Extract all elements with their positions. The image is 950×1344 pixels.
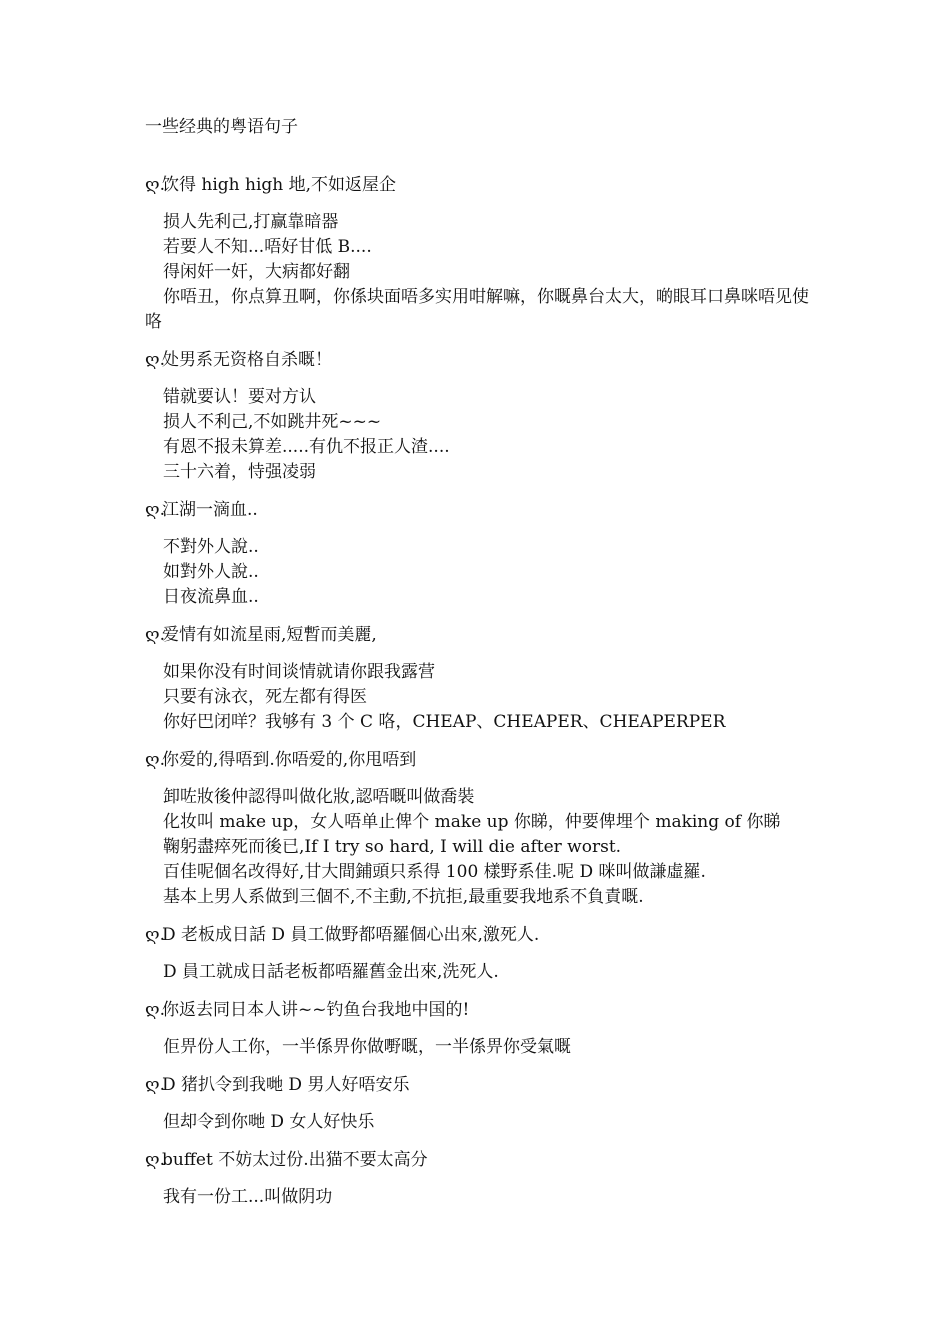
quote-line: 如對外人說.. <box>163 562 259 582</box>
quote-section <box>145 749 825 910</box>
quote-line: 你好巴闭咩？我够有 3 个 C 咯，CHEAP、CHEAPER、CHEAPERPER <box>163 712 726 732</box>
section-gap <box>145 610 825 624</box>
section-heading-text: 爱情有如流星雨,短暫而美麗, <box>162 625 377 645</box>
quote-line: 如果你没有时间谈情就请你跟我露营 <box>163 662 435 682</box>
section-heading <box>145 924 825 946</box>
section-heading-text: 饮得 high high 地,不如返屋企 <box>162 175 397 195</box>
quote-section <box>145 1149 825 1210</box>
section-gap <box>145 910 825 924</box>
document-title: 一些经典的粤语句子 <box>145 117 298 137</box>
section-heading <box>145 349 825 371</box>
heart-bullet-icon: ღ. <box>145 1000 165 1020</box>
heart-bullet-icon: ღ. <box>145 350 165 370</box>
heart-bullet-icon: ღ. <box>145 625 165 645</box>
section-gap <box>145 1135 825 1149</box>
quote-line: 基本上男人系做到三個不,不主動,不抗拒,最重要我地系不負責嘅. <box>163 887 644 907</box>
section-list <box>145 174 825 1210</box>
heart-bullet-icon: ღ. <box>145 500 165 520</box>
section-heading-text: D 猪扒令到我哋 D 男人好唔安乐 <box>162 1075 410 1095</box>
heart-bullet-icon: ღ. <box>145 750 165 770</box>
quote-line: 只要有泳衣，死左都有得医 <box>163 687 367 707</box>
quote-line: 损人不利己,不如跳井死~~~ <box>163 412 382 432</box>
quote-line: 鞠躬盡瘁死而後已,If I try so hard, I will die after worst. <box>163 837 622 857</box>
quote-line: D 員工就成日話老板都唔羅舊金出來,洗死人. <box>163 962 499 982</box>
quote-line: 有恩不报未算差.....有仇不报正人渣.... <box>163 437 450 457</box>
quote-line: 三十六着，恃强凌弱 <box>163 462 316 482</box>
section-heading-text: 你爱的,得唔到.你唔爱的,你甩唔到 <box>162 750 417 770</box>
section-heading <box>145 174 825 196</box>
section-heading <box>145 999 825 1021</box>
quote-section <box>145 174 825 335</box>
quote-line: 错就要认！要对方认 <box>163 387 316 407</box>
section-heading <box>145 499 825 521</box>
quote-line: 损人先利己,打赢靠暗器 <box>163 212 339 232</box>
section-heading <box>145 1074 825 1096</box>
heart-bullet-icon: ღ. <box>145 925 165 945</box>
quote-line: 你唔丑，你点算丑啊，你係块面唔多实用咁解嘛，你嘅鼻台太大，啲眼耳口鼻咪唔见使咯 <box>145 287 809 332</box>
quote-line: 佢畀份人工你，一半係畀你做嘢嘅，一半係畀你受氣嘅 <box>163 1037 571 1057</box>
quote-section <box>145 624 825 735</box>
section-heading-text: D 老板成日話 D 員工做野都唔羅個心出來,激死人. <box>162 925 540 945</box>
heart-bullet-icon: ღ. <box>145 1150 165 1170</box>
section-heading-text: buffet 不妨太过份.出猫不要太高分 <box>162 1150 428 1170</box>
quote-line: 不對外人說.. <box>163 537 259 557</box>
quote-line: 我有一份工...叫做阴功 <box>163 1187 333 1207</box>
quote-line: 日夜流鼻血.. <box>163 587 259 607</box>
section-gap <box>145 735 825 749</box>
heart-bullet-icon: ღ. <box>145 175 165 195</box>
quote-section <box>145 349 825 485</box>
section-heading-text: 江湖一滴血.. <box>162 500 258 520</box>
quote-section <box>145 924 825 985</box>
section-heading-text: 你返去同日本人讲~~钓鱼台我地中国的! <box>162 1000 470 1020</box>
section-gap <box>145 485 825 499</box>
section-gap <box>145 1060 825 1074</box>
section-heading <box>145 624 825 646</box>
section-heading <box>145 749 825 771</box>
quote-line: 卸咗妝後仲認得叫做化妝,認唔嘅叫做喬裝 <box>163 787 475 807</box>
quote-section <box>145 499 825 610</box>
section-heading-text: 处男系无资格自杀嘅！ <box>162 350 332 370</box>
section-gap <box>145 985 825 999</box>
heart-bullet-icon: ღ. <box>145 1075 165 1095</box>
section-heading <box>145 1149 825 1171</box>
quote-section <box>145 999 825 1060</box>
quote-section <box>145 1074 825 1135</box>
quote-line: 得闲奸一奸，大病都好翻 <box>163 262 350 282</box>
quote-line: 若要人不知...唔好甘低 B.... <box>163 237 372 257</box>
section-gap <box>145 335 825 349</box>
quote-line: 但却令到你哋 D 女人好快乐 <box>163 1112 375 1132</box>
quote-line: 百佳呢個名改得好,甘大間鋪頭只系得 100 樣野系佳.呢 D 咪叫做謙虛羅. <box>163 862 706 882</box>
quote-line: 化妆叫 make up，女人唔单止俾个 make up 你睇，仲要俾埋个 making of 你睇 <box>163 812 781 832</box>
